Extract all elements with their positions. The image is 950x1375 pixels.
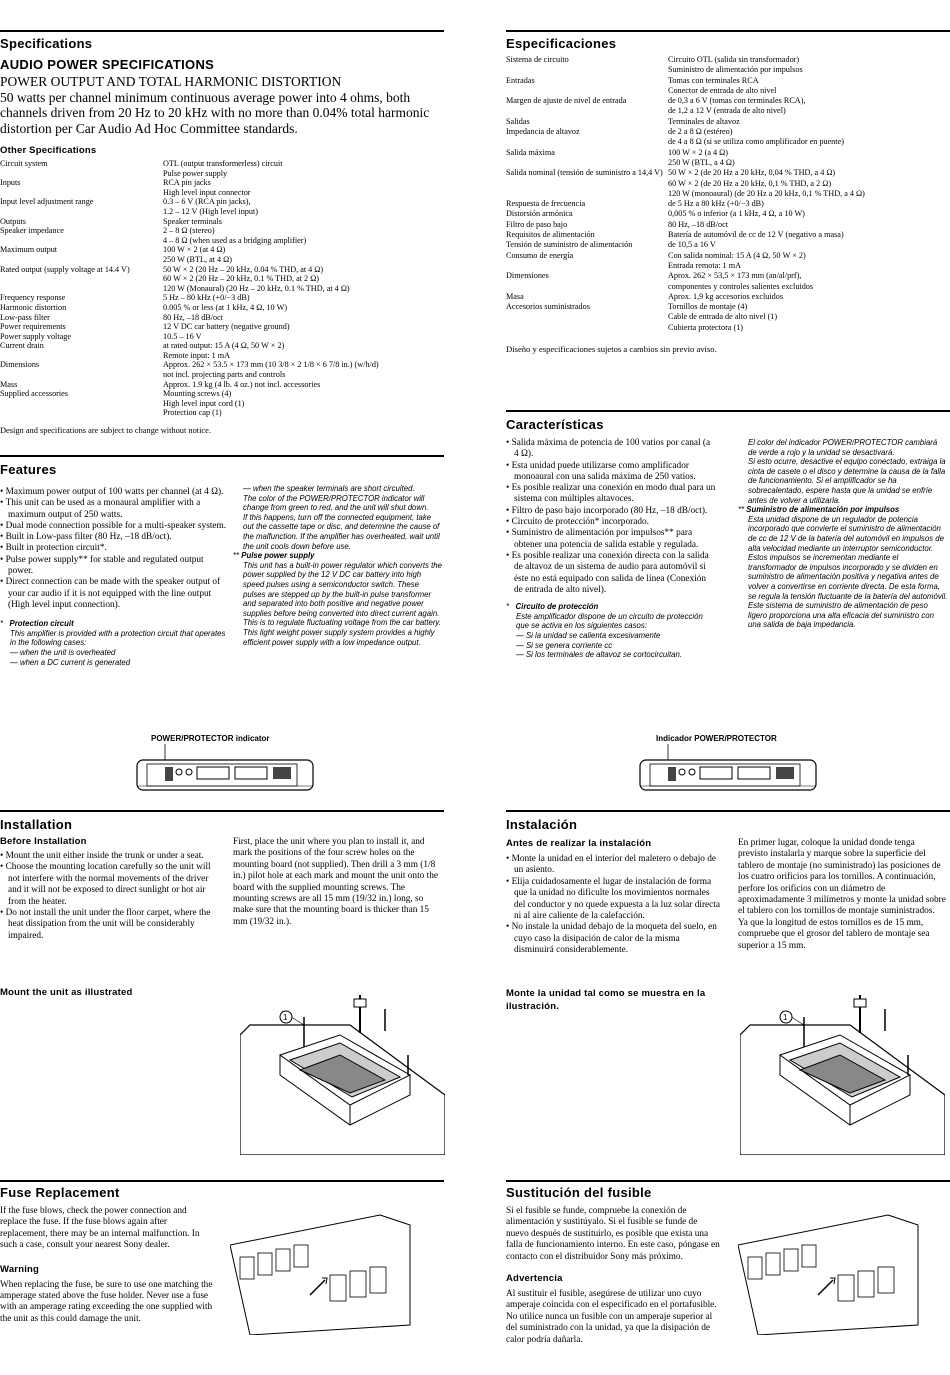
es-install-text: En primer lugar, coloque la unidad donde tenga previsto instalarla y marque sobre la superficie del tablero de montaje (no suministrado) las posiciones de los cuatro orificios para los tornillos. A continuación, perfore los orificios con un diámetro de aproximadamente 3 milímetros y monte la unidad sobre el tablero con los tornillos de montaje suministrados. Ya que la longitud de estos tornillos es de 15 mm, compruebe que el grosor del tablero de montaje sea superior a 15 mm. <box>738 838 946 951</box>
list-item: • Choose the mounting location carefully so the unit will not interfere with the normal movements of the driver and it will not be exposed to direct sunlight or hot air from the heater. <box>0 862 220 908</box>
spec-key: Rated output (supply voltage at 14.4 V) <box>0 264 130 274</box>
spec-key: Current drain <box>0 341 44 351</box>
en-fuse-title: Fuse Replacement <box>0 1185 120 1200</box>
list-item: • Salida máxima de potencia de 100 vatios por canal (a 4 Ω). <box>506 438 716 461</box>
en-callout-1: 1 <box>283 1013 288 1022</box>
en-mounting-illustration <box>240 995 445 1155</box>
es-warning-text: Al sustituir el fusible, asegúrese de utilizar uno cuyo amperaje coincida con el especificado en el portafusible. No utilice nunca un fusible con un amperaje superior al del suministrado con la unidad, ya que la disipación de calor podría dañarla. <box>506 1289 717 1345</box>
spec-value: Circuito OTL (salida sin transformador) Suministro de alimentación por impulsos <box>668 55 803 75</box>
en-mount-caption: Mount the unit as illustrated <box>0 987 133 998</box>
list-item: • Filtro de paso bajo incorporado (80 Hz, –18 dB/oct). <box>506 506 716 517</box>
es-before-list <box>506 854 721 957</box>
spec-value: de 2 a 8 Ω (estéreo) de 4 a 8 Ω (si se utiliza como amplificador en puente) <box>668 127 844 147</box>
es-specifications-section <box>506 36 950 355</box>
spec-key: Requisitos de alimentación <box>506 230 595 240</box>
spec-value: at rated output: 15 A (4 Ω, 50 W × 2) Remote input: 1 mA <box>163 341 285 360</box>
en-star1: * <box>0 619 4 629</box>
en-fuse-illustration <box>230 1205 420 1335</box>
es-indicator-caption: Indicador POWER/PROTECTOR <box>656 734 777 743</box>
es-amplifier-side-illustration <box>638 742 818 792</box>
list-item: • Direct connection can be made with the speaker output of your car audio if it is not equipped with the line output (High level input connection). <box>0 577 230 611</box>
spec-value: 80 Hz, –18 dB/oct <box>163 312 224 322</box>
spec-key: Low-pass filter <box>0 312 50 322</box>
list-item: • Built in protection circuit*. <box>0 543 230 554</box>
es-pulse-text: Esta unidad dispone de un regulador de potencia incorporado que convierte el suministro de alimentación de cc de 12 V de la batería del automóvil en impulsos de alta velocidad mediante un interruptor semiconductor. Estos impulsos se incrementan mediante el transformador de impulsos incorporado y se dividen en suministro de alimentación positiva y negativa antes de volver a convertirse en corriente directa. De esta forma, se regula la tensión fluctuante de la batería del automóvil. Este sistema de suministro de alimentación de peso ligero proporciona una alta eficacia del suministro con una salida de baja impedancia. <box>748 514 948 630</box>
spec-value: 0.005 % or less (at 1 kHz, 4 Ω, 10 W) <box>163 302 288 312</box>
spec-key: Accesorios suministrados <box>506 302 590 312</box>
list-item: • Es posible realizar una conexión directa con la salida de altavoz de un sistema de audio para automóvil si éste no está equipado con salida de línea (Conexión de entrada de alto nivel). <box>506 551 716 596</box>
es-installation-section <box>506 817 721 957</box>
es-prot-text2: El color del indicador POWER/PROTECTOR cambiará de verde a rojo y la unidad se desactivará. Si esto ocurre, desactive el equipo conectado, extraiga la cinta de casete o el disco y determine la causa de la falla de funcionamiento. Si el amplificador se ha sobrecalentado, espere hasta que la unidad se enfríe antes de volver a utilizarla. <box>748 438 946 505</box>
spec-value: Aprox. 262 × 53,5 × 173 mm (an/al/prf), componentes y controles salientes excluidos <box>668 271 814 291</box>
spec-key: Outputs <box>0 216 26 226</box>
spec-value: 0,005 % o inferior (a 1 kHz, 4 Ω, a 10 W) <box>668 209 805 219</box>
en-warning-text: When replacing the fuse, be sure to use one matching the amperage stated above the fuse holder. Never use a fuse with an amperage rating exceeding the one supplied with the unit as this could damage the unit. <box>0 1279 213 1324</box>
spec-key: Mass <box>0 379 18 389</box>
es-prot-head: Circuito de protección <box>515 602 599 612</box>
spec-value: de 10,5 a 16 V <box>668 240 716 250</box>
spec-value: Approx. 1.9 kg (4 lb. 4 oz.) not incl. accessories <box>163 379 321 389</box>
list-item: • Es posible realizar una conexión en modo dual para un sistema con múltiples altavoces. <box>506 483 716 506</box>
list-item: • Suministro de alimentación por impulsos** para obtener una potencia de salida estable y regulada. <box>506 528 716 551</box>
es-star2: ** <box>738 505 745 515</box>
es-install-title: Instalación <box>506 817 578 832</box>
list-item: • Mount the unit either inside the trunk or under a seat. <box>0 851 220 862</box>
spec-key: Frequency response <box>0 293 66 303</box>
en-before-title: Before Installation <box>0 836 87 847</box>
spec-key: Salida nominal (tensión de suministro a 14,4 V) <box>506 168 663 178</box>
spec-key: Masa <box>506 291 524 301</box>
spec-value: Con salida nominal: 15 A (4 Ω, 50 W × 2) Entrada remota: 1 mA <box>668 250 806 270</box>
list-item: • Do not install the unit under the floor carpet, where the heat dissipation from the unit will be considerably impaired. <box>0 908 220 942</box>
spec-value: Mounting screws (4) High level input cord (1) Protection cap (1) <box>163 389 245 418</box>
spec-key: Entradas <box>506 75 535 85</box>
en-spec-table <box>0 159 444 418</box>
en-specifications-section <box>0 36 444 436</box>
spec-value: 0.3 – 6 V (RCA pin jacks), 1.2 – 12 V (High level input) <box>163 197 258 216</box>
es-mounting-illustration <box>740 995 945 1155</box>
spec-key: Filtro de paso bajo <box>506 219 568 229</box>
es-fuse-section <box>506 1185 721 1346</box>
es-spec-title: Especificaciones <box>506 36 617 51</box>
spec-key: Margen de ajuste de nivel de entrada <box>506 96 627 106</box>
en-notes-right <box>233 484 443 647</box>
en-pulse-text: This unit has a built-in power regulator which converts the power supplied by the 12 V DC car battery into high speed pulses using a semiconductor switch. These pulses are stepped up by the built-in pulse transformer and separated into both positive and negative power supplies before being converted into direct current again. This is to regulate fluctuating voltage from the car battery. This light weight power supply system provides a highly efficient power supply with a low impedance output. <box>243 560 442 647</box>
en-star2: ** <box>233 551 240 561</box>
spec-value: Terminales de altavoz <box>668 116 740 126</box>
spec-key: Speaker impedance <box>0 226 64 236</box>
spec-key: Sistema de circuito <box>506 55 569 64</box>
es-prot-text: Este amplificador dispone de un circuito de protección que se activa en los siguientes casos: — Si la unidad se calienta excesivamente — Si se genera corriente cc — Si los terminales de altavoz se cortocircuitan. <box>516 611 703 660</box>
spec-value: 12 V DC car battery (negative ground) <box>163 322 290 332</box>
list-item: • Built in Low-pass filter (80 Hz, –18 dB/oct). <box>0 532 230 543</box>
spec-value: de 0,3 a 6 V (tomas con terminales RCA), de 1,2 a 12 V (entrada de alto nivel) <box>668 96 806 116</box>
spec-key: Circuit system <box>0 159 48 168</box>
en-before-list <box>0 851 220 942</box>
en-power-text: 50 watts per channel minimum continuous average power into 4 ohms, both channels driven from 20 Hz to 20 kHz with no more than 0.04% total harmonic distortion per Car Audio Ad Hoc Committee standards. <box>0 89 430 136</box>
spec-key: Consumo de energía <box>506 250 574 260</box>
es-pulse-head: Suministro de alimentación por impulsos <box>746 505 900 515</box>
en-install-title: Installation <box>0 817 73 832</box>
spec-key: Salida máxima <box>506 147 555 157</box>
en-spec-title: Specifications <box>0 36 93 51</box>
es-mount-caption: Monte la unidad tal como se muestra en la ilustración. <box>506 988 706 1012</box>
list-item: • Maximum power output of 100 watts per channel (at 4 Ω). <box>0 487 230 498</box>
es-features-title: Características <box>506 417 604 432</box>
spec-value: Aprox. 1,9 kg accesorios excluidos <box>668 291 784 301</box>
spec-value: 100 W × 2 (a 4 Ω) 250 W (BTL, a 4 Ω) <box>668 147 735 167</box>
en-other-spec-title: Other Specifications <box>0 145 97 156</box>
spec-key: Distorsión armónica <box>506 209 573 219</box>
es-features-list <box>506 438 716 596</box>
es-warning-title: Advertencia <box>506 1273 563 1285</box>
en-power-subtitle: POWER OUTPUT AND TOTAL HARMONIC DISTORTION <box>0 74 342 89</box>
spec-value: 10.5 – 16 V <box>163 331 202 341</box>
list-item: • No instale la unidad debajo de la moqueta del suelo, en cuyo caso la disipación de calor de la misma disminuirá considerablemente. <box>506 922 721 956</box>
spec-value: Speaker terminals <box>163 216 222 226</box>
en-fuse-text: If the fuse blows, check the power connection and replace the fuse. If the fuse blows again after replacement, there may be an internal malfunction. In such a case, consult your nearest Sony dealer. <box>0 1206 200 1251</box>
spec-key: Tensión de suministro de alimentación <box>506 240 633 250</box>
en-fuse-section <box>0 1185 215 1325</box>
list-item: • Circuito de protección* incorporado. <box>506 517 716 528</box>
spec-value: 2 – 8 Ω (stereo) 4 – 8 Ω (when used as a bridging amplifier) <box>163 226 307 245</box>
spec-value: Tornillos de montaje (4) Cable de entrada de alto nivel (1) Cubierta protectora (1) <box>668 302 778 332</box>
spec-key: Salidas <box>506 116 530 126</box>
spec-key: Power requirements <box>0 322 66 332</box>
en-features-title: Features <box>0 462 57 477</box>
es-fuse-text: Si el fusible se funde, compruebe la conexión de alimentación y sustitúyalo. Si el fusible se funde de nuevo después de sustituirlo, es posible que exista una falla de funcionamiento interno. En este caso, póngase en contacto con el distribuidor Sony más próximo. <box>506 1206 720 1262</box>
en-prot-text: This amplifier is provided with a protection circuit that operates in the following cases: — when the unit is overheated — when a DC current is generated <box>10 628 226 667</box>
es-fuse-illustration <box>738 1205 928 1335</box>
es-star1: * <box>506 602 510 612</box>
spec-key: Power supply voltage <box>0 331 71 341</box>
spec-value: Approx. 262 × 53.5 × 173 mm (10 3/8 × 2 1/8 × 6 7/8 in.) (w/h/d) not incl. projecting parts and controls <box>163 360 379 380</box>
es-notes-right <box>738 438 948 630</box>
list-item: • Esta unidad puede utilizarse como amplificador monoaural con una salida máxima de 250 vatios. <box>506 461 716 484</box>
spec-key: Inputs <box>0 178 21 188</box>
spec-key: Maximum output <box>0 245 58 255</box>
spec-key: Supplied accessories <box>0 389 68 399</box>
es-before-title: Antes de realizar la instalación <box>506 838 652 849</box>
en-amplifier-side-illustration <box>135 742 315 792</box>
spec-key: Respuesta de frecuencia <box>506 199 586 209</box>
list-item: • Elija cuidadosamente el lugar de instalación de forma que la unidad no dificulte los movimientos normales del conductor y no quede expuesta a la luz solar directa ni al aire caliente de la calefacción. <box>506 877 721 923</box>
en-indicator-caption: POWER/PROTECTOR indicator <box>151 734 270 743</box>
en-prot-head: Protection circuit <box>9 619 74 629</box>
en-pulse-head: Pulse power supply <box>241 551 315 561</box>
en-features-list <box>0 487 230 611</box>
en-design-note: Design and specifications are subject to change without notice. <box>0 426 211 436</box>
spec-value: Batería de automóvil de cc de 12 V (negativo a masa) <box>668 230 844 240</box>
spec-value: 80 Hz, –18 dB/oct <box>668 219 729 229</box>
spec-key: Impedancia de altavoz <box>506 127 580 137</box>
en-audio-title: AUDIO POWER SPECIFICATIONS <box>0 57 215 72</box>
es-spec-table <box>506 55 950 333</box>
spec-key: Harmonic distortion <box>0 302 67 312</box>
list-item: • Monte la unidad en el interior del maletero o debajo de un asiento. <box>506 854 721 877</box>
list-item: • This unit can be used as a monaural amplifier with a maximum output of 250 watts. <box>0 498 230 521</box>
spec-value: RCA pin jacks High level input connector <box>163 178 251 197</box>
list-item: • Pulse power supply** for stable and regulated output power. <box>0 555 230 578</box>
spec-value: de 5 Hz a 80 kHz (+0/−3 dB) <box>668 199 764 209</box>
en-warning-title: Warning <box>0 1263 40 1275</box>
en-features-section <box>0 462 230 667</box>
spec-value: 50 W × 2 (20 Hz – 20 kHz, 0.04 % THD, at 4 Ω) 60 W × 2 (20 Hz – 20 kHz, 0.1 % THD, at 2 Ω) 120 W (Monaural) (20 Hz – 20 kHz, 0.1 % THD, at 4 Ω) <box>163 264 350 293</box>
es-fuse-title: Sustitución del fusible <box>506 1185 652 1200</box>
spec-key: Dimensiones <box>506 271 549 281</box>
list-item: • Dual mode connection possible for a multi-speaker system. <box>0 521 230 532</box>
spec-value: Tomas con terminales RCA Conector de entrada de alto nivel <box>668 75 777 95</box>
en-install-text: First, place the unit where you plan to install it, and mark the positions of the four screw holes on the mounting board (not supplied). Then drill a 3 mm (1/8 in.) pilot hole at each mark and mount the unit onto the board with the supplied mounting screws. The mounting screws are all 15 mm (19/32 in.) long, so make sure that the mounting board is thicker than 15 mm (19/32 in.). <box>233 837 438 927</box>
spec-key: Input level adjustment range <box>0 197 94 207</box>
es-features-section <box>506 417 716 660</box>
spec-key: Dimensions <box>0 360 40 370</box>
en-prot-text2: — when the speaker terminals are short circuited. The color of the POWER/PROTECTOR indicator will change from green to red, and the unit will shut down. If this happens, turn off the connected equipment, take out the cassette tape or disc, and determine the cause of the malfunction. If the amplifier has overheated, wait until the unit cools down before use. <box>243 484 440 551</box>
en-installation-section <box>0 817 220 942</box>
spec-value: 50 W × 2 (de 20 Hz a 20 kHz, 0,04 % THD, a 4 Ω) 60 W × 2 (de 20 Hz a 20 kHz, 0,1 % THD, a 2 Ω) 120 W (monoaural) (de 20 Hz a 20 kHz, 0,1 % THD, a 4 Ω) <box>668 168 865 198</box>
spec-value: OTL (output transformerless) circuit Pulse power supply <box>163 159 283 178</box>
spec-value: 100 W × 2 (at 4 Ω) 250 W (BTL, at 4 Ω) <box>163 245 232 264</box>
spec-value: 5 Hz – 80 kHz (+0/−3 dB) <box>163 293 250 303</box>
es-callout-1: 1 <box>783 1013 788 1022</box>
es-design-note: Diseño y especificaciones sujetos a cambios sin previo aviso. <box>506 344 717 355</box>
